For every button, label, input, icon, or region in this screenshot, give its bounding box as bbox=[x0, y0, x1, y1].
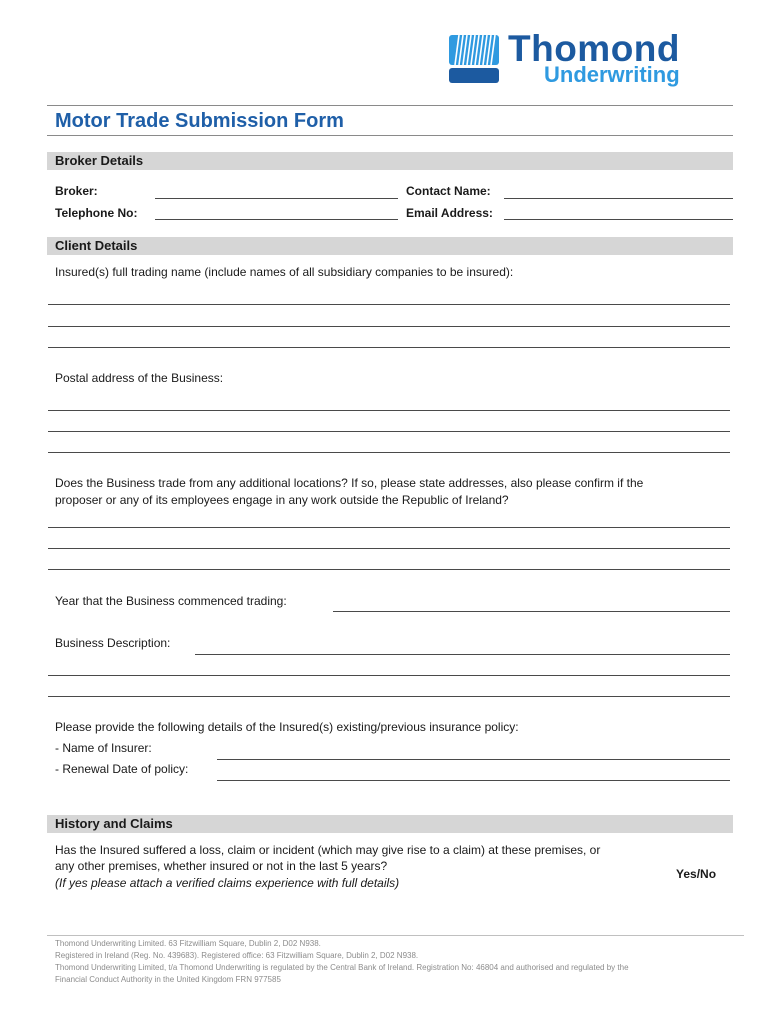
name-of-insurer-label: - Name of Insurer: bbox=[55, 741, 152, 755]
broker-details-heading: Broker Details bbox=[55, 153, 144, 168]
logo-wordmark-bottom: Underwriting bbox=[544, 62, 680, 87]
postal-address-line[interactable] bbox=[48, 452, 730, 453]
year-commenced-field[interactable] bbox=[333, 611, 730, 612]
policy-details-intro: Please provide the following details of the Insured(s) existing/previous insurance policy: bbox=[55, 720, 519, 734]
postal-address-line[interactable] bbox=[48, 410, 730, 411]
business-description-label: Business Description: bbox=[55, 636, 171, 650]
trading-name-line[interactable] bbox=[48, 326, 730, 327]
contact-name-label: Contact Name: bbox=[406, 184, 491, 198]
postal-address-line[interactable] bbox=[48, 431, 730, 432]
additional-locations-line[interactable] bbox=[48, 527, 730, 528]
claims-yes-no-answer[interactable]: Yes/No bbox=[676, 867, 717, 881]
footer-legal-text bbox=[55, 938, 745, 986]
history-claims-header bbox=[47, 815, 733, 833]
business-description-line[interactable] bbox=[48, 696, 730, 697]
telephone-field[interactable] bbox=[155, 219, 398, 220]
footer-rule bbox=[47, 935, 744, 936]
renewal-date-label: - Renewal Date of policy: bbox=[55, 762, 189, 776]
header-rule-bottom bbox=[47, 135, 733, 136]
trading-name-line[interactable] bbox=[48, 304, 730, 305]
broker-label: Broker: bbox=[55, 184, 98, 198]
year-commenced-label: Year that the Business commenced trading: bbox=[55, 594, 287, 608]
additional-locations-label: Does the Business trade from any additional locations? If so, please state addresses, also please confirm if the bbox=[55, 476, 644, 490]
claims-question-cont: any other premises, whether insured or not in the last 5 years? bbox=[55, 859, 388, 873]
business-description-field[interactable] bbox=[195, 654, 730, 655]
thomond-logo-mark bbox=[449, 35, 499, 83]
footer-line: Financial Conduct Authority in the United Kingdom FRN 977585 bbox=[55, 975, 281, 984]
telephone-label: Telephone No: bbox=[55, 206, 138, 220]
email-address-label: Email Address: bbox=[406, 206, 493, 220]
form-title: Motor Trade Submission Form bbox=[55, 110, 344, 132]
additional-locations-line[interactable] bbox=[48, 569, 730, 570]
name-of-insurer-field[interactable] bbox=[217, 759, 730, 760]
postal-address-label: Postal address of the Business: bbox=[55, 371, 224, 385]
client-details-header bbox=[47, 237, 733, 255]
business-description-line[interactable] bbox=[48, 675, 730, 676]
footer-line: Thomond Underwriting Limited, t/a Thomond Underwriting is regulated by the Central Bank of Ireland. Registration No: 46804 and authorised and regulated by the bbox=[55, 963, 629, 972]
trading-name-line[interactable] bbox=[48, 347, 730, 348]
claims-question: Has the Insured suffered a loss, claim or incident (which may give rise to a claim) at these premises, or bbox=[55, 843, 601, 857]
footer-line: Registered in Ireland (Reg. No. 439683). Registered office: 63 Fitzwilliam Square, Dublin 2, D02 N938. bbox=[55, 951, 419, 960]
trading-name-label: Insured(s) full trading name (include names of all subsidiary companies to be insured): bbox=[55, 265, 514, 279]
additional-locations-label-cont: proposer or any of its employees engage in any work outside the Republic of Ireland? bbox=[55, 493, 509, 507]
contact-name-field[interactable] bbox=[504, 198, 733, 199]
renewal-date-field[interactable] bbox=[217, 780, 730, 781]
broker-details-header bbox=[47, 152, 733, 170]
logo-wordmark-top: Thomond bbox=[508, 28, 681, 69]
client-details-heading: Client Details bbox=[55, 238, 138, 253]
header-rule-top bbox=[47, 105, 733, 106]
broker-field[interactable] bbox=[155, 198, 398, 199]
additional-locations-line[interactable] bbox=[48, 548, 730, 549]
history-claims-heading: History and Claims bbox=[55, 816, 173, 831]
email-address-field[interactable] bbox=[504, 219, 733, 220]
footer-line: Thomond Underwriting Limited. 63 Fitzwilliam Square, Dublin 2, D02 N938. bbox=[55, 939, 321, 948]
claims-note: (If yes please attach a verified claims experience with full details) bbox=[55, 876, 400, 890]
